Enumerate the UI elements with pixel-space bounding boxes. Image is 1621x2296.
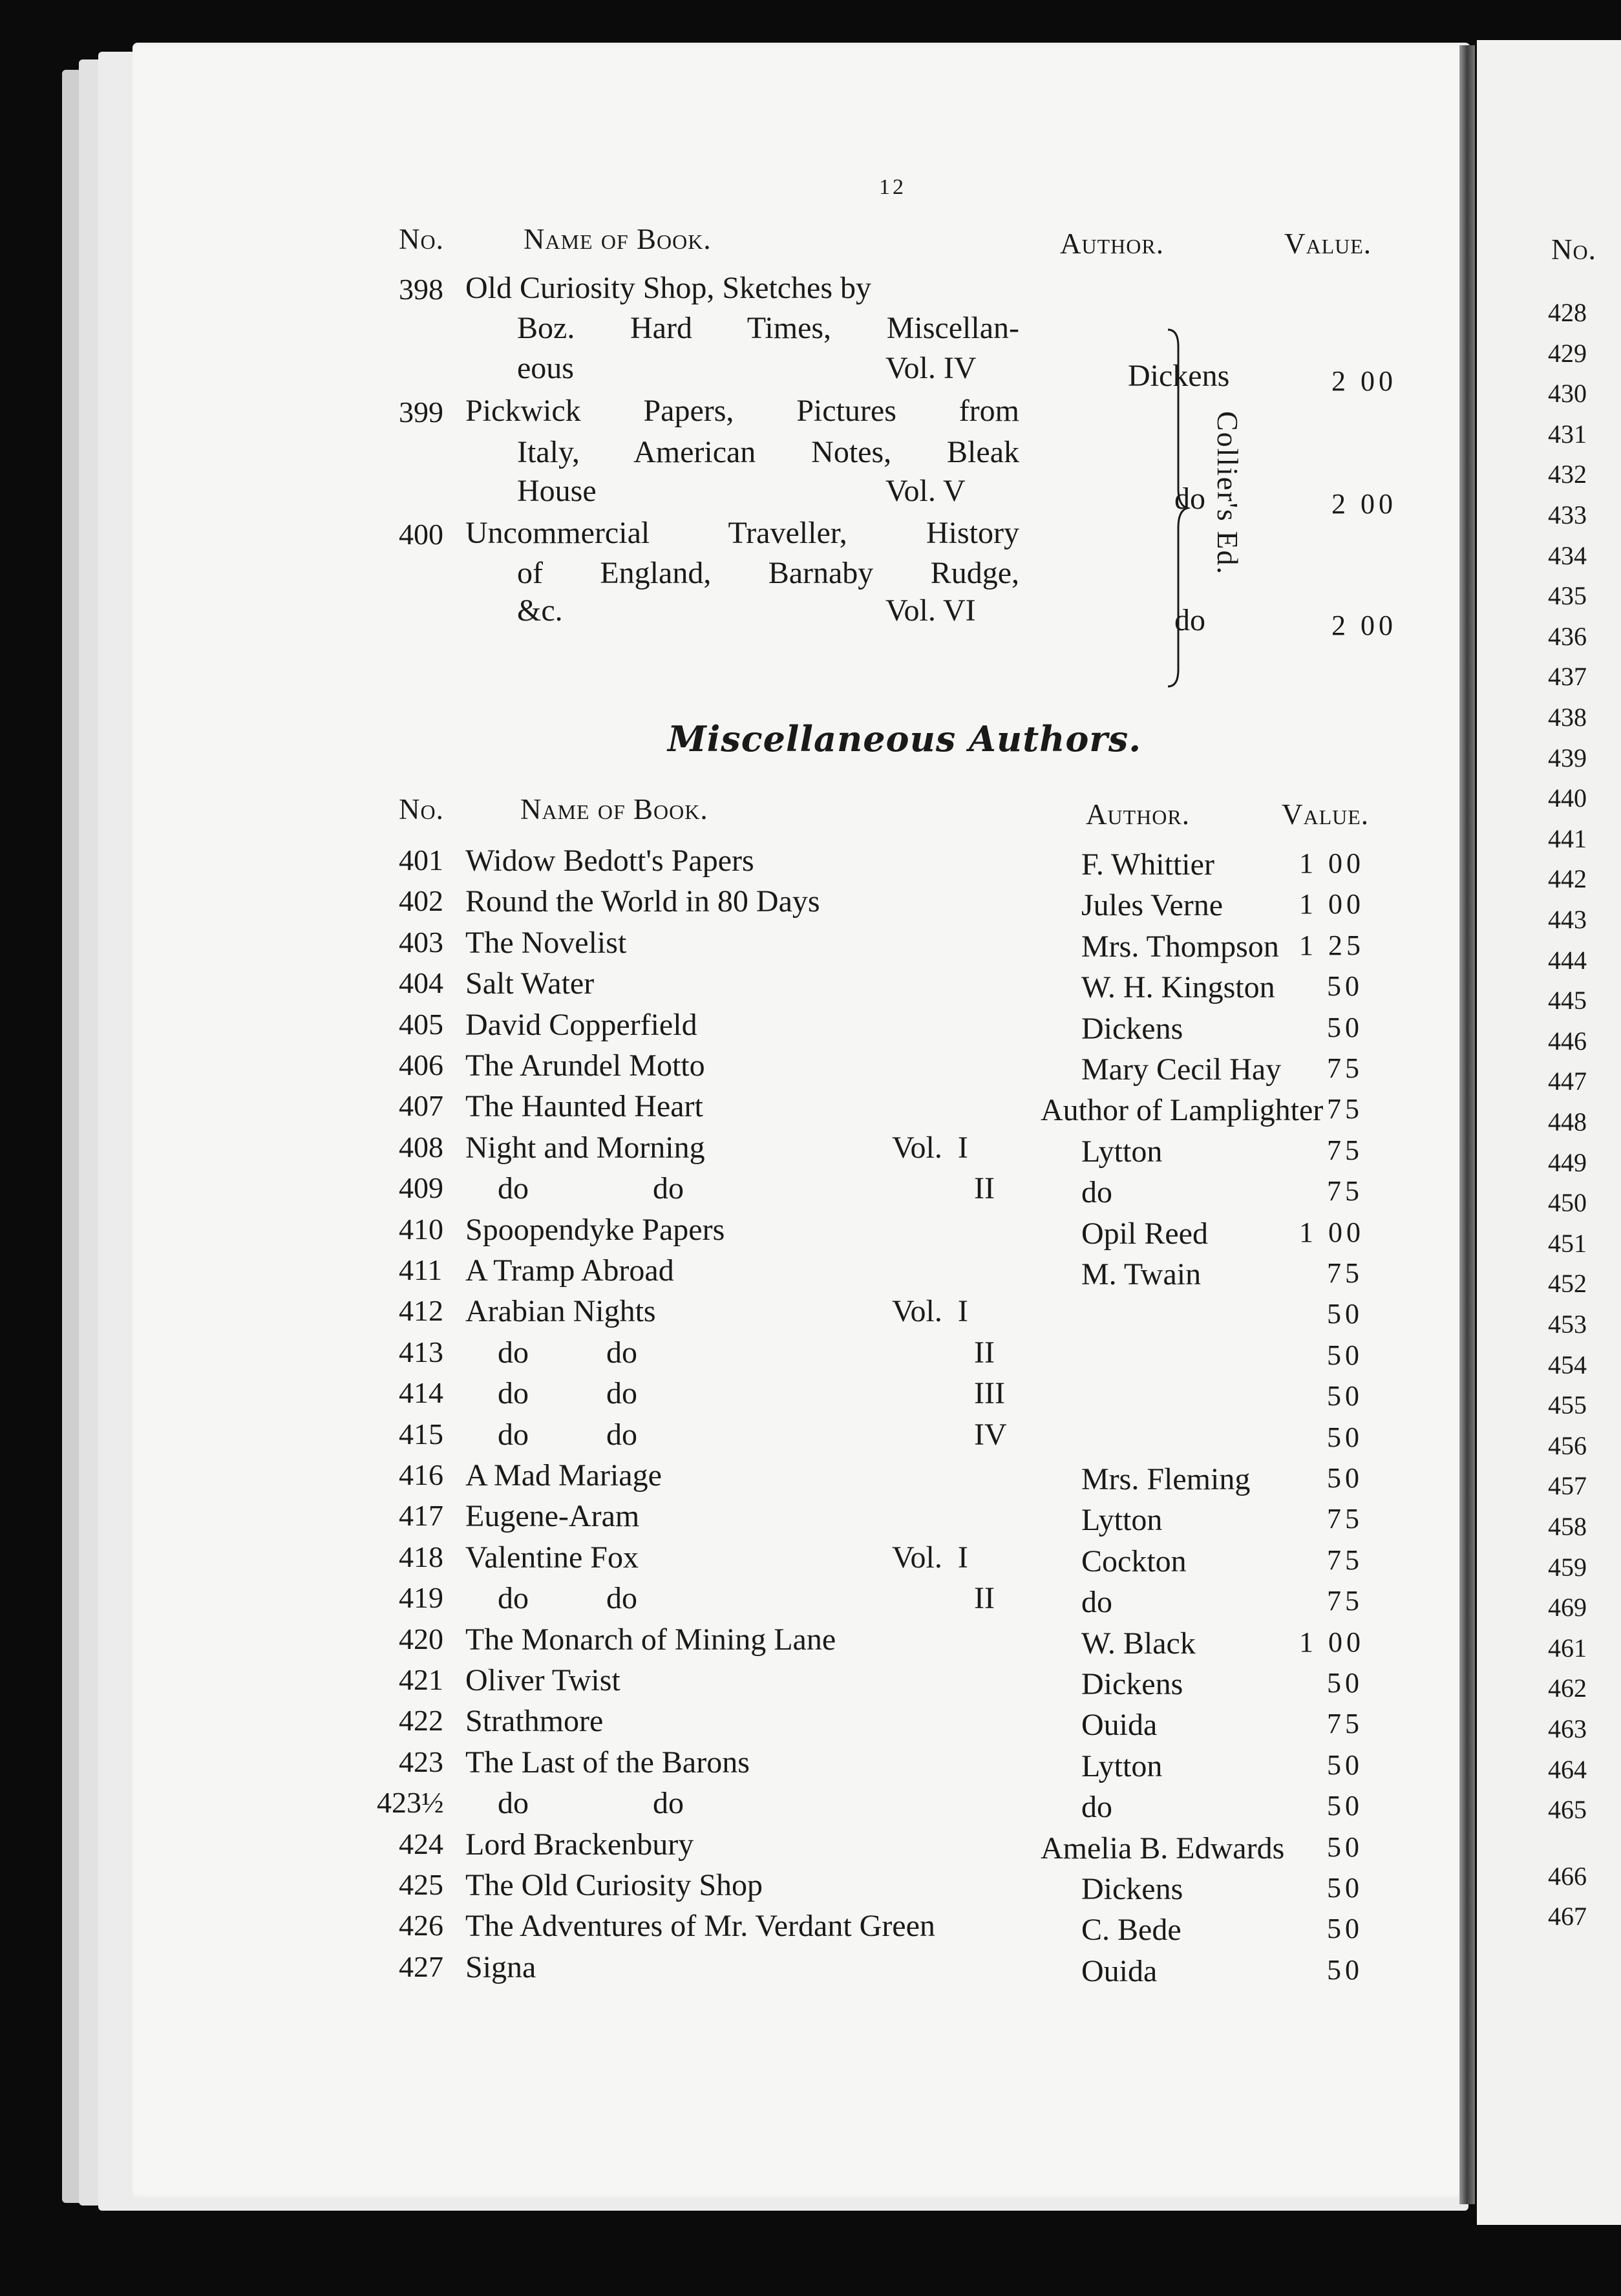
row-title: do do (498, 1171, 684, 1206)
row-volume: III (974, 1376, 1005, 1410)
row-author: Dickens (1081, 1872, 1183, 1906)
facing-row-number: 444 (1548, 946, 1587, 975)
facing-row-number: 461 (1548, 1633, 1587, 1663)
header-name: Name of Book. (524, 223, 712, 255)
facing-row-number: 455 (1548, 1390, 1587, 1419)
row-value: 50 (1327, 1339, 1363, 1371)
row-title: The Arundel Motto (465, 1048, 705, 1083)
row-number: 420 (399, 1622, 443, 1655)
row-title: Salt Water (465, 966, 595, 1001)
header-name: Name of Book. (520, 793, 708, 825)
row-author: Mrs. Thompson (1081, 930, 1279, 964)
row-author: W. Black (1081, 1626, 1196, 1661)
facing-row-number: 439 (1548, 743, 1587, 772)
row-number: 403 (399, 926, 443, 959)
entry-volume: Vol. VI (885, 593, 976, 628)
entry-value: 2 00 (1331, 610, 1397, 641)
row-title: A Mad Mariage (465, 1458, 662, 1493)
row-number: 406 (399, 1048, 443, 1081)
row-number: 419 (399, 1581, 443, 1614)
row-value: 1 00 (1299, 847, 1364, 879)
facing-row-number: 451 (1548, 1229, 1587, 1258)
row-author: Opil Reed (1081, 1217, 1208, 1251)
facing-row-number: 464 (1548, 1755, 1587, 1784)
facing-row-number: 466 (1548, 1862, 1587, 1891)
row-volume: II (974, 1171, 995, 1206)
row-title: do do (498, 1376, 637, 1410)
row-title: Valentine Fox (465, 1540, 639, 1575)
row-number: 404 (399, 966, 443, 999)
row-number: 402 (399, 884, 443, 917)
row-value: 50 (1327, 1380, 1363, 1412)
row-value: 1 00 (1299, 1217, 1364, 1248)
row-author: Cockton (1081, 1544, 1187, 1578)
facing-row-number: 433 (1548, 500, 1587, 529)
row-author: Jules Verne (1081, 888, 1224, 922)
facing-header-no: No. (1551, 233, 1596, 266)
row-value: 75 (1327, 1175, 1363, 1207)
row-title: A Tramp Abroad (465, 1253, 674, 1288)
entry-title-line: Old Curiosity Shop, Sketches by (465, 271, 872, 305)
brace-icon (1165, 327, 1191, 689)
row-title: The Monarch of Mining Lane (465, 1622, 836, 1657)
row-author: do (1081, 1175, 1112, 1209)
facing-row-number: 458 (1548, 1512, 1587, 1541)
row-number: 418 (399, 1540, 443, 1573)
row-number: 423 (399, 1745, 443, 1778)
row-title: Widow Bedott's Papers (465, 844, 754, 878)
row-number: 401 (399, 844, 443, 877)
facing-row-number: 429 (1548, 339, 1587, 368)
facing-row-number: 441 (1548, 824, 1587, 853)
header-value: Value. (1282, 798, 1370, 831)
row-author: do (1081, 1585, 1112, 1619)
row-volume: Vol. I (892, 1540, 968, 1575)
row-title: The Adventures of Mr. Verdant Green (465, 1909, 935, 1943)
row-volume: II (974, 1581, 995, 1615)
facing-row-number: 452 (1548, 1269, 1587, 1298)
row-title: David Copperfield (465, 1008, 697, 1042)
facing-row-number: 437 (1548, 662, 1587, 691)
row-number: 421 (399, 1663, 443, 1696)
facing-row-number: 456 (1548, 1431, 1587, 1460)
row-title: Signa (465, 1950, 536, 1984)
row-author: Dickens (1081, 1012, 1183, 1046)
entry-title-line: eous (517, 351, 574, 385)
entry-author: do (1174, 603, 1205, 637)
facing-row-number: 462 (1548, 1674, 1587, 1703)
editor-note: Collier's Ed. (1211, 411, 1244, 576)
entry-value: 2 00 (1331, 365, 1397, 397)
entry-value: 2 00 (1331, 488, 1397, 520)
row-author: Lytton (1081, 1749, 1163, 1783)
row-number: 426 (399, 1909, 443, 1942)
row-title: do do (498, 1581, 637, 1615)
row-title: Arabian Nights (465, 1294, 656, 1328)
entry-title-line: Italy, American Notes, Bleak (517, 435, 1019, 469)
row-value: 75 (1327, 1134, 1363, 1166)
row-author: Dickens (1081, 1667, 1183, 1701)
row-title: Spoopendyke Papers (465, 1213, 725, 1247)
row-title: Eugene-Aram (465, 1499, 640, 1533)
facing-row-number: 448 (1548, 1107, 1587, 1136)
facing-row-number: 467 (1548, 1902, 1587, 1931)
row-title: Round the World in 80 Days (465, 884, 820, 919)
row-value: 50 (1327, 1831, 1363, 1863)
row-author: F. Whittier (1081, 847, 1214, 882)
page-gutter (1459, 45, 1475, 2204)
row-value: 75 (1327, 1585, 1363, 1617)
row-author: Mary Cecil Hay (1081, 1052, 1282, 1087)
entry-number: 398 (399, 273, 443, 306)
header-no: No. (399, 223, 444, 255)
entry-volume: Vol. V (885, 474, 966, 508)
facing-row-number: 446 (1548, 1026, 1587, 1056)
row-number: 410 (399, 1213, 443, 1246)
row-number: 408 (399, 1131, 443, 1164)
row-value: 1 00 (1299, 888, 1364, 920)
row-title: Strathmore (465, 1704, 604, 1738)
row-volume: II (974, 1335, 995, 1370)
row-title: Lord Brackenbury (465, 1827, 694, 1862)
row-value: 50 (1327, 1749, 1363, 1781)
row-value: 50 (1327, 970, 1363, 1002)
facing-row-number: 432 (1548, 460, 1587, 489)
row-title: The Last of the Barons (465, 1745, 750, 1780)
row-volume: IV (974, 1418, 1007, 1452)
facing-row-number: 450 (1548, 1188, 1587, 1217)
row-number: 411 (399, 1253, 443, 1286)
row-value: 50 (1327, 1012, 1363, 1043)
facing-row-number: 436 (1548, 622, 1587, 651)
row-author: Lytton (1081, 1134, 1163, 1169)
facing-row-number: 463 (1548, 1714, 1587, 1743)
row-title: do do (498, 1335, 637, 1370)
entry-author: Dickens (1128, 359, 1230, 393)
facing-row-number: 428 (1548, 298, 1587, 327)
row-value: 75 (1327, 1708, 1363, 1739)
row-volume: Vol. I (892, 1294, 968, 1328)
row-number: 412 (399, 1294, 443, 1327)
facing-row-number: 442 (1548, 864, 1587, 893)
facing-row-number: 454 (1548, 1350, 1587, 1379)
facing-row-number: 438 (1548, 703, 1587, 732)
facing-row-number: 431 (1548, 420, 1587, 449)
row-title: The Haunted Heart (465, 1089, 703, 1123)
row-value: 50 (1327, 1913, 1363, 1944)
row-title: do do (498, 1786, 684, 1820)
facing-row-number: 443 (1548, 905, 1587, 934)
row-author: Amelia B. Edwards (1041, 1831, 1285, 1865)
row-title: Oliver Twist (465, 1663, 620, 1697)
facing-page-edge (1477, 40, 1621, 2225)
row-number: 422 (399, 1704, 443, 1737)
entry-title-line: of England, Barnaby Rudge, (517, 556, 1019, 590)
row-number: 424 (399, 1827, 443, 1860)
facing-row-number: 453 (1548, 1310, 1587, 1339)
row-title: Night and Morning (465, 1131, 705, 1165)
header-value: Value. (1284, 228, 1372, 260)
row-title: The Novelist (465, 926, 627, 960)
row-volume: Vol. I (892, 1131, 968, 1165)
row-value: 75 (1327, 1093, 1363, 1125)
row-author: Author of Lamplighter (1041, 1093, 1324, 1127)
row-number: 416 (399, 1458, 443, 1491)
row-value: 50 (1327, 1462, 1363, 1494)
row-number: 425 (399, 1868, 443, 1901)
row-number: 413 (399, 1335, 443, 1368)
entry-title-line: House (517, 474, 597, 508)
row-author: C. Bede (1081, 1913, 1181, 1947)
row-value: 1 00 (1299, 1626, 1364, 1658)
entry-title-line: &c. (517, 593, 563, 628)
row-value: 50 (1327, 1790, 1363, 1822)
row-number: 423½ (377, 1786, 444, 1819)
entry-number: 400 (399, 518, 443, 551)
facing-row-number: 430 (1548, 379, 1587, 408)
row-number: 409 (399, 1171, 443, 1204)
entry-volume: Vol. IV (885, 351, 977, 385)
row-author: W. H. Kingston (1081, 970, 1275, 1004)
row-value: 75 (1327, 1052, 1363, 1084)
row-author: Ouida (1081, 1708, 1158, 1742)
facing-row-number: 434 (1548, 541, 1587, 570)
row-number: 415 (399, 1418, 443, 1451)
row-number: 417 (399, 1499, 443, 1532)
facing-row-number: 447 (1548, 1067, 1587, 1096)
row-number: 405 (399, 1008, 443, 1041)
row-value: 75 (1327, 1544, 1363, 1576)
facing-row-number: 465 (1548, 1795, 1587, 1824)
facing-row-number: 449 (1548, 1148, 1587, 1177)
row-author: M. Twain (1081, 1257, 1202, 1292)
page-number: 12 (879, 175, 906, 199)
entry-author: do (1174, 482, 1205, 516)
row-author: Lytton (1081, 1503, 1163, 1537)
row-value: 50 (1327, 1421, 1363, 1453)
row-author: do (1081, 1790, 1112, 1824)
row-value: 75 (1327, 1503, 1363, 1535)
row-value: 1 25 (1299, 930, 1364, 961)
row-value: 50 (1327, 1954, 1363, 1986)
row-value: 50 (1327, 1872, 1363, 1904)
row-author: Ouida (1081, 1954, 1158, 1988)
row-title: The Old Curiosity Shop (465, 1868, 763, 1902)
book-page (132, 43, 1470, 2198)
header-author: Author. (1060, 228, 1164, 260)
header-no: No. (399, 793, 444, 825)
facing-row-number: 457 (1548, 1471, 1587, 1500)
header-author: Author. (1086, 798, 1190, 831)
facing-row-number: 440 (1548, 783, 1587, 813)
row-author: Mrs. Fleming (1081, 1462, 1251, 1496)
entry-title-line: Pickwick Papers, Pictures from (465, 394, 1019, 428)
row-value: 50 (1327, 1667, 1363, 1699)
row-value: 75 (1327, 1257, 1363, 1289)
entry-title-line: Uncommercial Traveller, History (465, 516, 1019, 550)
row-number: 407 (399, 1089, 443, 1122)
facing-row-number: 435 (1548, 581, 1587, 610)
entry-number: 399 (399, 396, 443, 429)
section-title: Miscellaneous Authors. (668, 718, 1142, 760)
row-title: do do (498, 1418, 637, 1452)
row-value: 50 (1327, 1298, 1363, 1330)
row-number: 414 (399, 1376, 443, 1409)
facing-row-number: 469 (1548, 1593, 1587, 1622)
facing-row-number: 445 (1548, 986, 1587, 1015)
entry-title-line: Boz. Hard Times, Miscellan- (517, 311, 1019, 345)
row-number: 427 (399, 1950, 443, 1983)
facing-row-number: 459 (1548, 1553, 1587, 1582)
